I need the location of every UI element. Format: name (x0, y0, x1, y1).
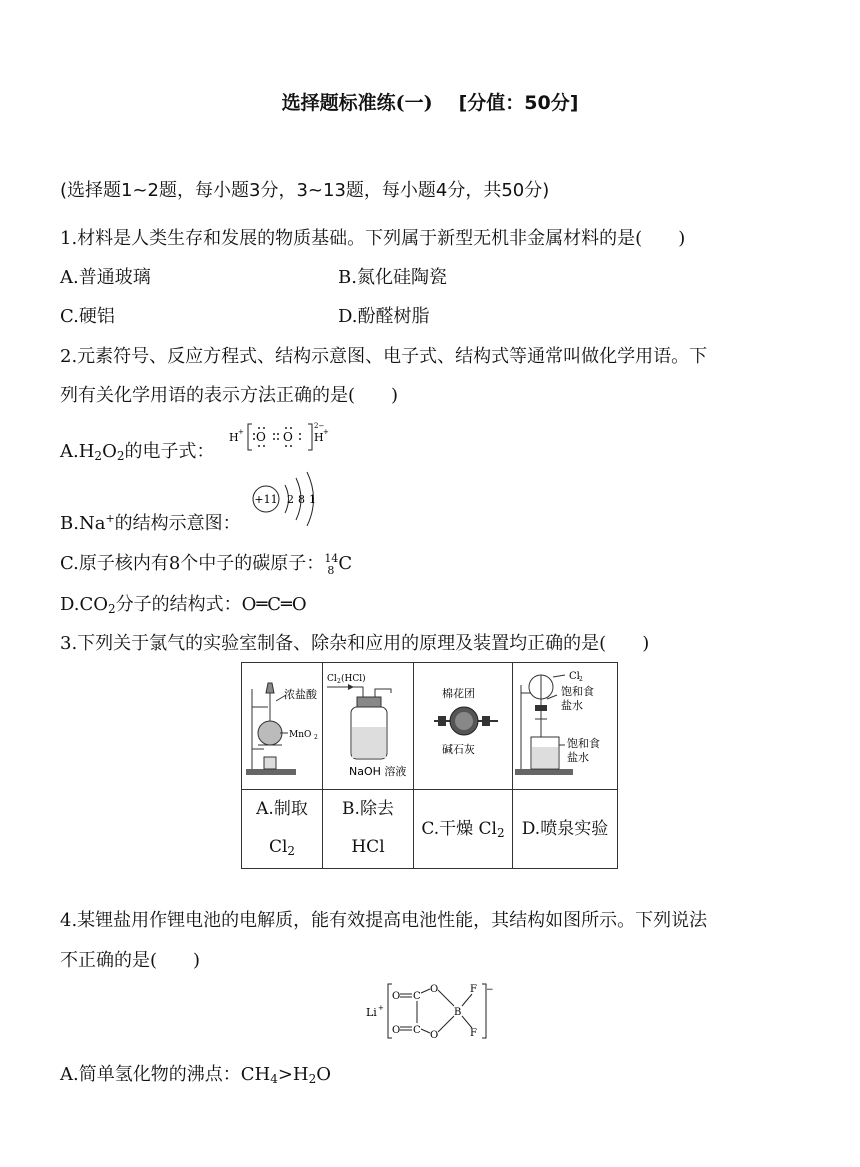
q1-stem: 1.材料是人类生存和发展的物质基础。下列属于新型无机非金属材料的是( ) (60, 228, 686, 249)
isotope-notation: 14 8 (324, 552, 339, 577)
q1-option-b: B.氮化硅陶瓷 (338, 267, 447, 288)
caption-a: A.制取 $Cl_2$ (242, 790, 323, 869)
na-plus-structure-diagram (248, 470, 324, 526)
shell-2: 8 (298, 493, 305, 506)
q4-option-a: A.简单氢化物的沸点：$CH_4>H_2O$ (60, 1064, 332, 1086)
q1-option-c: C.硬铝 (60, 306, 115, 327)
q2-option-b: B.Na+的结构示意图： (60, 512, 241, 534)
caption-c: C.干燥 $Cl_2$ (414, 790, 513, 869)
anion-charge: − (486, 985, 494, 995)
q2-stem-line1: 2.元素符号、反应方程式、结构示意图、电子式、结构式等通常叫做化学用语。下 (60, 346, 708, 367)
label-cotton: 棉花团 (442, 687, 475, 700)
apparatus-a-cell (242, 663, 323, 790)
apparatus-table (241, 662, 618, 869)
label-soda-lime: 碱石灰 (442, 743, 475, 756)
fountain-experiment-apparatus (513, 663, 617, 789)
page-title (0, 88, 860, 115)
label-cl2: Cl (327, 674, 337, 684)
svg-text:O: O (392, 991, 401, 1002)
svg-text:C: C (413, 991, 421, 1002)
q2-option-a: $A.H_2O_2$的电子式： (60, 441, 215, 463)
li-charge: + (378, 1004, 384, 1012)
svg-text:C: C (413, 1025, 421, 1036)
charge-2minus: 2− (314, 422, 325, 430)
label-d-cl2: Cl (569, 671, 580, 682)
h-plus-left: H (229, 431, 239, 444)
q2-option-d: $D.CO_2$分子的结构式：O═C═O (60, 594, 307, 616)
h-plus-left-charge: + (238, 428, 244, 436)
label-naoh: NaOH 溶液 (349, 765, 407, 778)
svg-text:O: O (392, 1025, 401, 1036)
boron-label: B (454, 1007, 462, 1018)
drying-tube-apparatus (414, 663, 512, 789)
q4-stem-line2: 不正确的是( ) (60, 950, 201, 971)
shell-3: 1 (309, 493, 316, 506)
svg-text:F: F (470, 984, 477, 995)
caption-d: D.喷泉实验 (513, 790, 618, 869)
svg-text:O: O (430, 984, 439, 995)
shell-1: 2 (287, 493, 294, 506)
q2-option-c: C.原子核内有8个中子的碳原子： 14 8 C (60, 552, 353, 577)
label-brine2-b: 盐水 (567, 751, 589, 764)
apparatus-b-cell (323, 663, 414, 790)
label-brine1-a: 饱和食 (561, 685, 594, 698)
q4-stem-line1: 4.某锂盐用作锂电池的电解质，能有效提高电池性能，其结构如图所示。下列说法 (60, 910, 708, 931)
h-plus-right-charge: + (323, 428, 329, 436)
q2-stem-line2: 列有关化学用语的表示方法正确的是( ) (60, 385, 399, 406)
lithium-salt-structure (362, 980, 494, 1042)
label-brine2-a: 饱和食 (567, 737, 600, 750)
caption-b: B.除去 HCl (323, 790, 414, 869)
label-conc-hcl: 浓盐酸 (284, 688, 317, 701)
instructions: (选择题1~2题，每小题3分，3~13题，每小题4分，共50分) (60, 180, 550, 201)
label-brine1-b: 盐水 (561, 699, 583, 712)
title-main: 选择题标准练(一) (281, 92, 433, 114)
chlorine-generator-apparatus (242, 663, 322, 789)
label-mno2-sub: 2 (314, 734, 318, 741)
q1-option-a: A.普通玻璃 (60, 267, 151, 288)
apparatus-c-cell (414, 663, 513, 790)
label-mno2: MnO (289, 730, 312, 740)
label-hcl: (HCl) (341, 674, 366, 684)
oxygen-2: O (283, 430, 293, 444)
gas-washing-bottle (323, 663, 413, 789)
svg-text:F: F (470, 1028, 477, 1039)
apparatus-d-cell (513, 663, 618, 790)
label-d-cl2-sub: 2 (579, 676, 583, 683)
oxygen-1: O (256, 430, 266, 444)
title-score: [分值：50分] (458, 92, 579, 114)
h-plus-right: H (314, 431, 324, 444)
li-label: Li (366, 1006, 377, 1019)
q3-stem: 3.下列关于氯气的实验室制备、除杂和应用的原理及装置均正确的是( ) (60, 633, 650, 654)
label-cl2-sub: 2 (337, 678, 341, 685)
q1-option-d: D.酚醛树脂 (338, 306, 430, 327)
svg-text:O: O (430, 1030, 439, 1041)
nucleus-label: +11 (254, 493, 278, 506)
h2o2-electron-formula (226, 418, 336, 456)
